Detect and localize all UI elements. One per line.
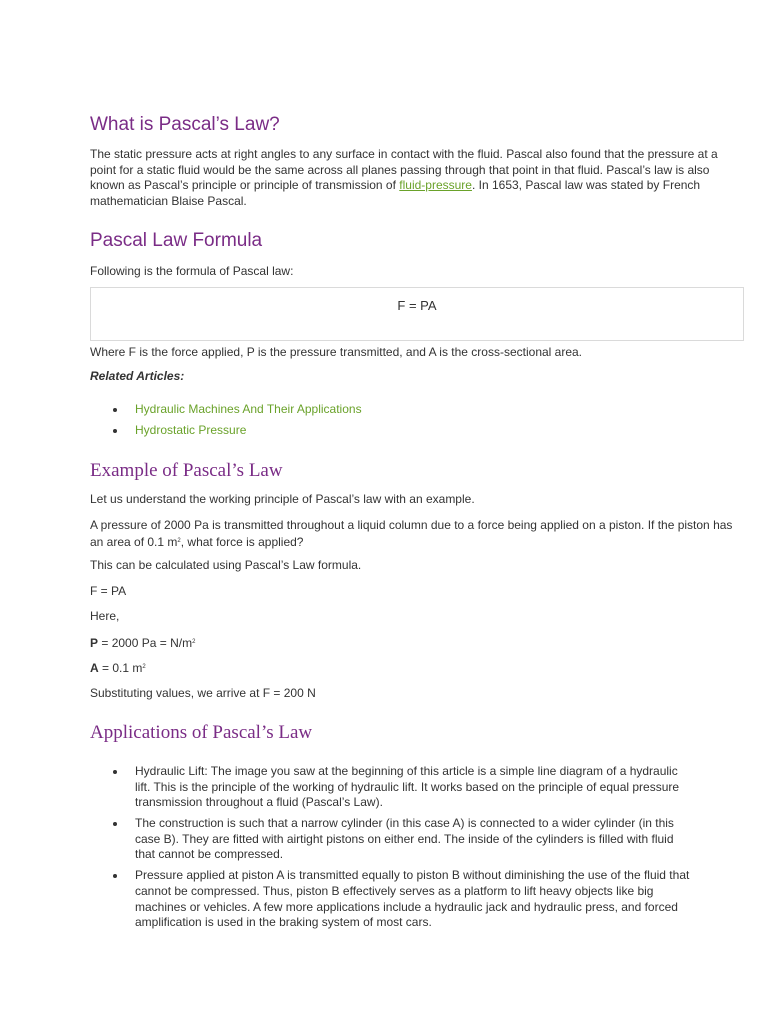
superscript: 2 — [192, 639, 196, 645]
paragraph-definition — [90, 147, 740, 209]
example-formula: F = PA — [90, 584, 127, 598]
superscript: 2 — [177, 537, 181, 544]
related-articles-list — [90, 402, 740, 439]
formula-intro: Following is the formula of Pascal law: — [90, 264, 294, 278]
related-article-link[interactable]: Hydraulic Machines And Their Applications — [90, 402, 740, 418]
applications-list — [90, 764, 690, 931]
example-problem-text: A pressure of 2000 Pa is transmitted throughout a liquid column due to a force being applied on a piston. If the piston has an area of 0.1 m — [90, 518, 733, 549]
related-article-link[interactable]: Hydrostatic Pressure — [90, 423, 740, 439]
formula-explanation: Where F is the force applied, P is the pressure transmitted, and A is the cross-sectional area. — [90, 345, 583, 359]
related-articles-heading: Related Articles: — [90, 369, 185, 383]
area-value: = 0.1 m — [98, 661, 143, 675]
formula-box — [90, 287, 744, 341]
superscript: 2 — [142, 664, 146, 670]
example-intro: Let us understand the working principle of Pascal’s law with an example. — [90, 492, 475, 506]
example-area-value — [90, 660, 740, 677]
heading-what-is-pascals-law: What is Pascal’s Law? — [90, 114, 280, 135]
application-item: The construction is such that a narrow cylinder (in this case A) is connected to a wider cylinder (in this case B). They are fitted with airtight pistons on either end. The inside of the cylinders is filled with fluid that cannot be compressed. — [90, 816, 690, 863]
area-label: A — [90, 661, 99, 675]
heading-applications: Applications of Pascal’s Law — [90, 722, 313, 743]
formula-text: F = PA — [397, 298, 437, 313]
application-item: Pressure applied at piston A is transmitted equally to piston B without diminishing the use of the fluid that cannot be compressed. Thus, piston B effectively serves as a platform to lift heavy objects like big machines or vehicles. A few more applications include a hydraulic jack and hydraulic press, and forced amplification is used in the braking system of most cars. — [90, 868, 690, 930]
example-problem-end: , what force is applied? — [180, 534, 304, 549]
definition-text: The static pressure acts at right angles to any surface in contact with the fluid. Pascal also found that the pressure at a point for a static fluid would be the same across all planes passing through that point in that fluid. Pascal’s law is also known as Pascal’s principle or principle of transmission of — [90, 147, 718, 193]
heading-pascal-law-formula: Pascal Law Formula — [90, 230, 263, 251]
heading-example: Example of Pascal’s Law — [90, 460, 283, 481]
example-problem — [90, 518, 740, 550]
example-result: Substituting values, we arrive at F = 200 N — [90, 686, 316, 700]
pressure-value: = 2000 Pa = N/m — [98, 636, 193, 650]
fluid-pressure-link[interactable]: fluid-pressure — [399, 178, 472, 193]
definition-text-end: . In 1653, Pascal law was stated by French mathematician Blaise Pascal. — [90, 178, 701, 208]
example-pressure-value — [90, 635, 740, 652]
pressure-label: P — [90, 636, 99, 650]
example-here: Here, — [90, 609, 120, 623]
application-item: Hydraulic Lift: The image you saw at the beginning of this article is a simple line diagram of a hydraulic lift. This is the principle of the working of hydraulic lift. It works based on the principle of equal pressure transmission throughout a fluid (Pascal’s Law). — [90, 764, 690, 811]
example-method: This can be calculated using Pascal’s Law formula. — [90, 558, 362, 572]
